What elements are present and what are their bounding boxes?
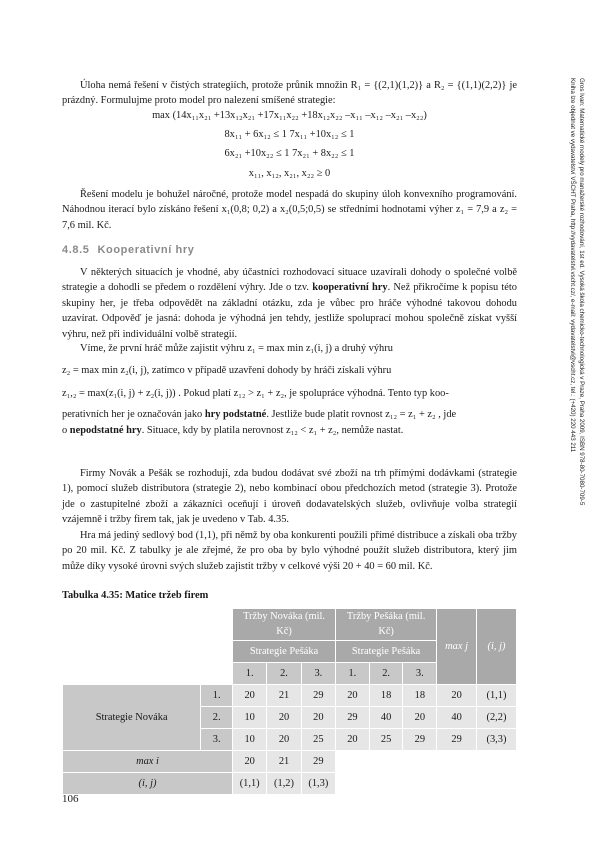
side-citation <box>569 78 585 598</box>
paragraph-intro: Úloha nemá řešení v čistých strategiích, protože průnik množin R₁ = {(2,1)(1,2)} a R₂ = {(1,1)(2,2)} je prázdný. Formulujme proto model pro nalezení smíšené strategie: <box>62 80 517 107</box>
model-constraint-1: 8x₁₁ + 6x₁₂ ≤ 1 7x₁₁ +10x₁₂ ≤ 1 <box>224 129 355 141</box>
table-cell: 20 <box>403 706 437 728</box>
model-objective: max (14x₁₁x₂₁ +13x₁₂x₂₁ +17x₁₁x₂₂ +18x₁₂x₂₂ –x₁₁ –x₁₂ –x₂₁ –x₂₂) <box>152 110 427 121</box>
max-j-cell: 29 <box>437 728 477 750</box>
payoff-line-5-a: o <box>62 424 70 436</box>
table-caption: Tabulka 4.35: Matice tržeb firem <box>62 590 209 601</box>
corner-cell <box>63 662 201 684</box>
table-cell: 20 <box>267 706 301 728</box>
model-formulation <box>62 108 517 182</box>
payoff-line-2: z₂ = max min z₂(i, j), zatímco v případě uzavření dohody by hráči získali výhru <box>62 365 392 377</box>
header-pesak-revenue: Tržby Pešáka (mil. Kč) <box>336 609 437 641</box>
term-essential-games: hry podstatné <box>204 409 267 421</box>
row-label: 2. <box>201 706 233 728</box>
table-cell: 10 <box>233 728 267 750</box>
paragraph-firms: Firmy Novák a Pešák se rozhodují, zda budou dodávat své zboží na trh přímými dodávkami (strategie 1), pomocí služeb distributora (strategie 2), nebo kombinací obou předchozích metod (strategie 3). Protože jde o zastupitelné zboží a zákazníci oceňují i úroveň dodavatelských služeb, ovlivňuje volba strategií vzájemně i tržby firem tak, jak je uvedeno v Tab. 4.35. <box>62 468 517 526</box>
ij-row-label: (i, j) <box>63 772 233 794</box>
col-num: 2. <box>267 662 301 684</box>
max-i-cell: 20 <box>233 750 267 772</box>
paragraph-saddle-point: Hra má jediný sedlový bod (1,1), při němž by oba konkurenti použili přímé distribuce a získali oba tržby po 20 mil. Kč. Z tabulky je ale zřejmé, že pro oba by bylo výhodné použít služeb distributora, který jim může díky vysoké úrovni svých služeb zajistit tržby v celkové výši 20 + 40 = 60 mil. Kč. <box>62 530 517 572</box>
col-num: 2. <box>369 662 403 684</box>
payoff-line-4-a: perativních her je označován jako <box>62 409 205 421</box>
empty-cell <box>336 772 517 794</box>
ij-row-cell: (1,3) <box>301 772 335 794</box>
payoff-line-4 <box>62 407 517 422</box>
table-cell: 29 <box>336 706 370 728</box>
table-cell: 20 <box>233 684 267 706</box>
table-cell: 10 <box>233 706 267 728</box>
max-i-cell: 21 <box>267 750 301 772</box>
table-cell: 20 <box>336 728 370 750</box>
payoff-line-3: z₁,₂ = max(z₁(i, j) + z₂(i, j)) . Pokud platí z₁₂ > z₁ + z₂, je spolupráce výhodná. Tento typ koo- <box>62 387 449 399</box>
max-j-cell: 20 <box>437 684 477 706</box>
payoff-line-5-b: . Situace, kdy by platila nerovnost z₁₂ < z₁ + z₂, nemůže nastat. <box>141 424 404 436</box>
row-label: 3. <box>201 728 233 750</box>
paragraph-solution: Řešení modelu je bohužel náročné, protože model nespadá do skupiny úloh konvexního programování. Náhodnou iterací bylo získáno řešení x₁(0,8; 0,2) a x₂(0,5;0,5) se středními hodnotami výher z₁ = 7,9 a z₂ = 7,6 mil. Kč. <box>62 189 517 231</box>
payoff-line-1: Víme, že první hráč může zajistit výhru z₁ = max min z₁(i, j) a druhý výhru <box>80 343 393 354</box>
model-constraint-2: 6x₂₁ +10x₂₂ ≤ 1 7x₂₁ + 8x₂₂ ≤ 1 <box>224 147 355 159</box>
paragraph-cooperative <box>62 265 517 342</box>
table-cell: 20 <box>336 684 370 706</box>
citation-line-2: Kniha lze objednat ve vydavatelství VŠCHT Praha, http://vydavatelstvi.vscht.cz/, e-mail: vydavatelstvi@vscht.cz, tel.: (+420) 220 443 211 <box>569 78 576 453</box>
table-cell: 29 <box>301 684 335 706</box>
payoff-line-5 <box>62 423 517 438</box>
col-num: 1. <box>233 662 267 684</box>
table-cell: 18 <box>403 684 437 706</box>
page-number: 106 <box>62 793 79 805</box>
ij-row-cell: (1,2) <box>267 772 301 794</box>
cooperative-text-a: V některých situacích je vhodné, aby účastníci rozhodovací situace uzavírali dohody o společné volbě strategie a dohodli se předem o rozdělení výhry. Jde o tzv. <box>62 267 517 294</box>
model-nonnegativity: x₁₁, x₁₂, x₂₁, x₂₂ ≥ 0 <box>248 168 331 180</box>
ij-cell: (2,2) <box>476 706 516 728</box>
section-heading <box>62 243 194 258</box>
table-cell: 29 <box>403 728 437 750</box>
table-cell: 20 <box>301 706 335 728</box>
table-cell: 21 <box>267 684 301 706</box>
corner-cell <box>63 640 201 662</box>
col-num: 3. <box>301 662 335 684</box>
ij-cell: (1,1) <box>476 684 516 706</box>
corner-cell <box>201 640 233 662</box>
header-strategy-pesak: Strategie Pešáka <box>233 640 336 662</box>
table-cell: 20 <box>267 728 301 750</box>
citation-line-1: Gros Ivan: Matematické modely pro manažerské rozhodování, 1st ed. Vysoká škola chemicko-technologická v Praze, Praha 2009, ISBN 978-80-7080-709-5 <box>578 78 585 506</box>
paragraph-payoff <box>62 341 517 438</box>
header-ij: (i, j) <box>476 609 516 685</box>
corner-cell <box>201 662 233 684</box>
table-cell: 40 <box>369 706 403 728</box>
ij-row-cell: (1,1) <box>233 772 267 794</box>
header-novak-revenue: Tržby Nováka (mil. Kč) <box>233 609 336 641</box>
max-j-cell: 40 <box>437 706 477 728</box>
table-cell: 25 <box>369 728 403 750</box>
section-title: Kooperativní hry <box>97 244 195 256</box>
revenue-matrix-table <box>62 608 517 795</box>
payoff-line-4-b: . Jestliže bude platit rovnost z₁₂ = z₁ + z₂ , jde <box>266 409 457 421</box>
cooperative-term: kooperativní hry <box>312 282 388 294</box>
term-inessential-games: nepodstatné hry <box>69 424 142 436</box>
col-num: 3. <box>403 662 437 684</box>
ij-cell: (3,3) <box>476 728 516 750</box>
header-max-j: max j <box>437 609 477 685</box>
empty-cell <box>336 750 517 772</box>
max-i-label: max i <box>63 750 233 772</box>
section-number: 4.8.5 <box>62 244 90 256</box>
col-num: 1. <box>336 662 370 684</box>
row-label: 1. <box>201 684 233 706</box>
table-cell: 18 <box>369 684 403 706</box>
header-strategy-pesak: Strategie Pešáka <box>336 640 437 662</box>
row-group-label: Strategie Nováka <box>63 684 201 750</box>
table-cell: 25 <box>301 728 335 750</box>
corner-cell <box>201 609 233 641</box>
max-i-cell: 29 <box>301 750 335 772</box>
corner-cell <box>63 609 201 641</box>
cooperative-text-b: . Než přikročíme k popisu této skupiny her, je třeba odpovědět na základní otázku, zda je vůbec pro hráče výhodné takovou dohodu uzavírat. Odpověď je jasná: dohoda je výhodná jen tehdy, jestliže spoluprací mohou společně získat vyšší výhru, než při individuální volbě strategií. <box>62 282 518 340</box>
